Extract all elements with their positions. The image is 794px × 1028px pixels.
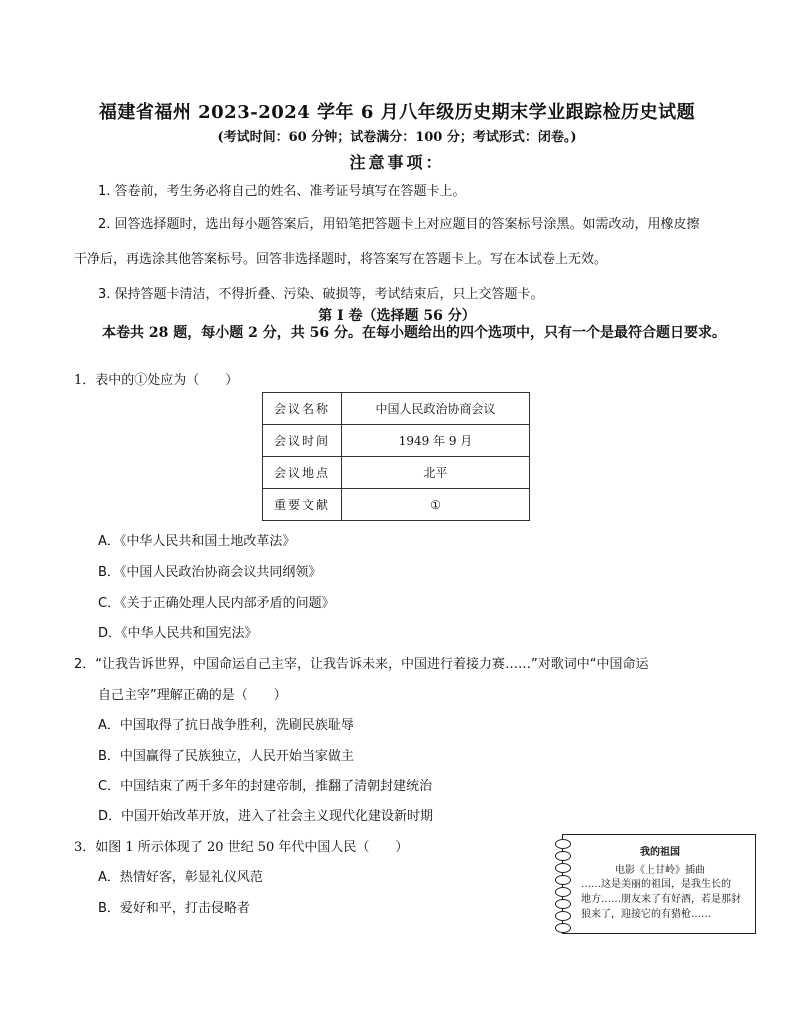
table-cell-value: 1949 年 9 月 — [342, 425, 530, 457]
q2-stem-line2: 自己主宰”理解正确的是（ ） — [98, 688, 287, 703]
table-row — [263, 425, 530, 457]
q3-option-a[interactable]: A．热情好客，彰显礼仪风范 — [98, 870, 263, 885]
q3-option-b[interactable]: B．爱好和平，打击侵略者 — [98, 901, 250, 916]
figure-line: 狼来了，迎接它的有猎枪…… — [581, 909, 711, 920]
table-row — [263, 393, 530, 425]
table-cell-key: 会议时间 — [263, 425, 342, 457]
figure-subtitle: 电影《上甘岭》插曲 — [615, 865, 705, 876]
q1-option-a[interactable]: A．《中华人民共和国土地改革法》 — [98, 534, 296, 549]
q1-option-b[interactable]: B．《中国人民政治协商会议共同纲领》 — [98, 565, 322, 580]
q3-stem: 3．如图 1 所示体现了 20 世纪 50 年代中国人民（ ） — [74, 840, 409, 855]
table-cell-value: ① — [342, 489, 530, 521]
figure-line: 地方……朋友来了有好酒，若是那豺 — [581, 894, 741, 905]
exam-subtitle: (考试时间：60 分钟；试卷满分：100 分；考试形式：闭卷。) — [217, 130, 577, 145]
q1-stem: 1．表中的①处应为（ ） — [74, 373, 239, 388]
q2-option-c[interactable]: C．中国结束了两千多年的封建帝制，推翻了清朝封建统治 — [98, 779, 433, 794]
q2-stem-line1: 2．“让我告诉世界，中国命运自己主宰，让我告诉未来，中国进行着接力赛……”对歌词中“中国命运 — [74, 657, 649, 672]
ring-icon — [555, 899, 571, 909]
table-cell-value: 中国人民政治协商会议 — [342, 393, 530, 425]
q3-song-figure — [562, 834, 756, 934]
notice-2-cont: 干净后，再选涂其他答案标号。回答非选择题时，将答案写在答题卡上。写在本试卷上无效。 — [74, 252, 608, 267]
ring-icon — [555, 911, 571, 921]
ring-icon — [555, 923, 571, 933]
q1-option-c[interactable]: C．《关于正确处理人民内部矛盾的问题》 — [98, 596, 335, 611]
q2-option-b[interactable]: B．中国赢得了民族独立，人民开始当家做主 — [98, 749, 354, 764]
exam-title: 福建省福州 2023-2024 学年 6 月八年级历史期末学业跟踪检历史试题 — [98, 102, 696, 123]
ring-icon — [555, 887, 571, 897]
table-row — [263, 489, 530, 521]
q2-option-a[interactable]: A．中国取得了抗日战争胜利，洗刷民族耻辱 — [98, 718, 354, 733]
table-cell-key: 会议名称 — [263, 393, 342, 425]
q1-meeting-table — [262, 392, 530, 521]
q2-option-d[interactable]: D．中国开始改革开放，进入了社会主义现代化建设新时期 — [98, 809, 434, 824]
table-cell-value: 北平 — [342, 457, 530, 489]
table-cell-key: 重要文献 — [263, 489, 342, 521]
figure-line: ……这是美丽的祖国，是我生长的 — [581, 879, 731, 890]
notice-1: 1. 答卷前，考生务必将自己的姓名、准考证号填写在答题卡上。 — [98, 184, 466, 199]
table-cell-key: 会议地点 — [263, 457, 342, 489]
figure-body — [581, 877, 751, 922]
ring-icon — [555, 875, 571, 885]
section-title: 第 I 卷（选择题 56 分） — [318, 308, 476, 324]
figure-title: 我的祖国 — [640, 847, 680, 858]
q1-option-d[interactable]: D．《中华人民共和国宪法》 — [98, 626, 258, 641]
table-row — [263, 457, 530, 489]
section-intro: 本卷共 28 题，每小题 2 分，共 56 分。在每小题给出的四个选项中，只有一个是最符合题日要求。 — [102, 325, 726, 341]
notice-3: 3. 保持答题卡清洁，不得折叠、污染、破损等，考试结束后，只上交答题卡。 — [98, 287, 544, 302]
notice-2: 2. 回答选择题时，选出每小题答案后，用铅笔把答题卡上对应题目的答案标号涂黑。如需改动，用橡皮擦 — [98, 217, 700, 232]
notice-heading: 注意事项： — [349, 153, 445, 172]
